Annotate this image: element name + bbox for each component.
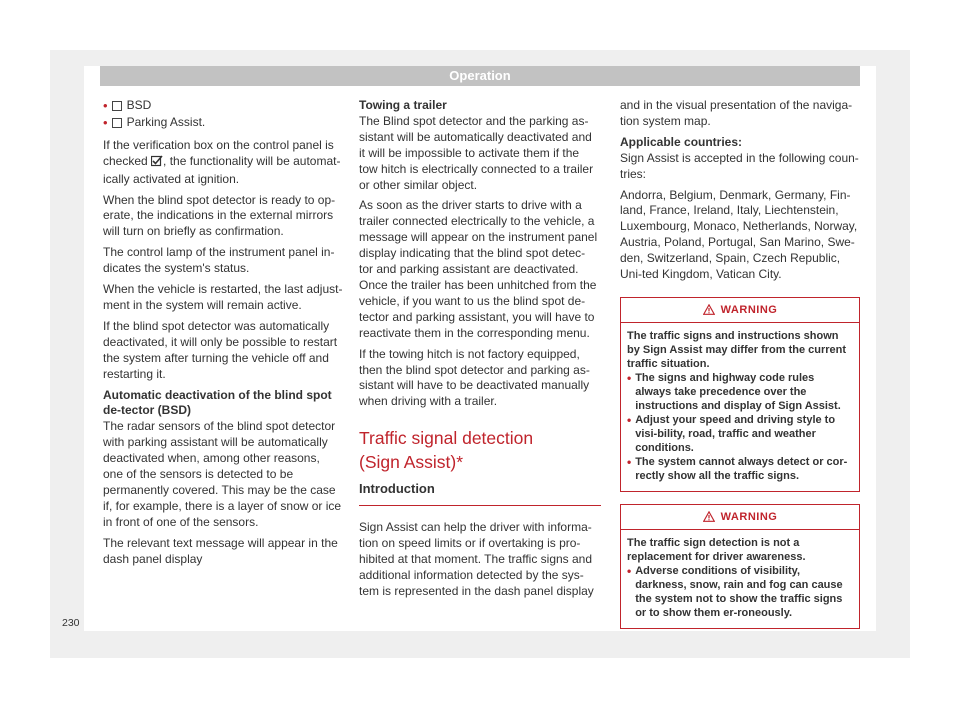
paragraph: When the blind spot detector is ready to op-erate, the indications in the external mirrors will turn on briefly as confirmation.	[103, 192, 336, 239]
paragraph	[103, 138, 343, 188]
warning-bullet-text: Adverse conditions of visibility, darkness, snow, rain and fog can cause the system not to show the traffic signs or to show them er-roneously.	[635, 564, 843, 619]
heading: Automatic deactivation of the blind spot de-tector (BSD)	[103, 387, 332, 418]
paragraph-text: , the functionality will be automat-ically activated at ignition.	[103, 153, 341, 186]
column-2	[359, 98, 599, 605]
warning-bullet	[627, 371, 851, 413]
warning-bullet-text: The signs and highway code rules always take precedence over the instructions and display of Sign Assist.	[635, 371, 841, 412]
list-item-label: BSD	[126, 98, 152, 112]
warning-header	[621, 298, 859, 323]
section-title: (Sign Assist)*	[359, 452, 464, 473]
warning-box	[620, 297, 860, 492]
warning-bullet	[627, 564, 851, 620]
heading: Towing a trailer	[359, 98, 447, 112]
warning-bullet	[627, 455, 851, 483]
paragraph: As soon as the driver starts to drive with a trailer connected electrically to the vehicle, a message will appear on the instrument panel display indicating that the blind spot detec-tor and parking assistant are deactivated. Once the trailer has been unhitched from the vehicle, if you want to us the blind spot de-tector and parking assistant, you will have to reactivate them in the corresponding menu.	[359, 198, 598, 340]
list-item-label: Parking Assist.	[126, 114, 206, 129]
paragraph: The control lamp of the instrument panel in-dicates the system's status.	[103, 245, 335, 276]
warning-bullet-text: Adjust your speed and driving style to visi-bility, road, traffic and weather conditions.	[635, 413, 836, 454]
checked-box-icon	[151, 155, 163, 172]
warning-icon	[703, 304, 715, 315]
subsection-title: Introduction	[359, 481, 601, 506]
list-item	[103, 98, 343, 114]
paragraph: The radar sensors of the blind spot detector with parking assistant will be automatically deactivated when, among other reasons, one of the sensors is detected to be permanently covered. This may be the case if, for example, there is a layer of snow or ice in front of one of the sensors.	[103, 419, 342, 529]
checkbox-icon	[112, 101, 122, 111]
checkbox-icon	[112, 118, 122, 128]
bullet-icon: •	[103, 114, 108, 130]
bullet-icon: •	[627, 563, 632, 578]
bullet-icon: •	[627, 370, 632, 385]
paragraph: When the vehicle is restarted, the last adjust-ment in the system will remain active.	[103, 282, 343, 312]
warning-bullet	[627, 413, 851, 455]
column-3	[620, 98, 860, 641]
bullet-icon: •	[627, 454, 632, 469]
bullet-icon: •	[103, 98, 108, 113]
warning-label: WARNING	[720, 510, 778, 523]
column-1	[103, 98, 343, 572]
paragraph: If the towing hitch is not factory equipped, then the blind spot detector and parking as-sistant will have to be deactivated manually when driving with a trailer.	[359, 346, 590, 409]
paragraph-text: If the verification box on the control panel is checked	[103, 137, 334, 168]
list-item	[103, 115, 343, 131]
paragraph: The Blind spot detector and the parking as-sistant will be automatically deactivated and it will be impossible to activate them if the tow hitch is electrically connected to a trailer or other similar object.	[359, 113, 594, 192]
paragraph: and in the visual presentation of the naviga-tion system map.	[620, 98, 853, 128]
warning-text: The traffic signs and instructions shown by Sign Assist may differ from the current traffic situation.	[627, 329, 847, 370]
paragraph: Andorra, Belgium, Denmark, Germany, Fin-land, France, Ireland, Italy, Liechtenstein, Luxembourg, Monaco, Netherlands, Norway, Austria, Poland, Portugal, San Marino, Swe-den, Switzerland, Spain, Czech Republic, Uni-ted Kingdom, Vatican City.	[620, 187, 858, 282]
bullet-icon: •	[627, 412, 632, 427]
warning-icon	[703, 511, 715, 522]
section-title: Traffic signal detection	[359, 428, 534, 449]
paragraph: The relevant text message will appear in the dash panel display	[103, 535, 338, 566]
paragraph: Sign Assist can help the driver with informa-tion on speed limits or if overtaking is pro-hibited at that moment. The traffic signs and additional information detected by the sys-tem is represented in the dash panel display	[359, 520, 594, 598]
warning-header	[621, 505, 859, 530]
page-number: 230	[62, 617, 80, 629]
paragraph: If the blind spot detector was automatically deactivated, it will only be possible to restart the system after turning the vehicle off and restarting it.	[103, 318, 338, 381]
warning-box	[620, 504, 860, 629]
paragraph: Sign Assist is accepted in the following coun-tries:	[620, 150, 859, 181]
page-header: Operation	[100, 66, 860, 86]
warning-label: WARNING	[720, 303, 778, 316]
warning-bullet-text: The system cannot always detect or cor-rectly show all the traffic signs.	[635, 455, 848, 482]
warning-text: The traffic sign detection is not a replacement for driver awareness.	[627, 536, 806, 563]
heading: Applicable countries:	[620, 134, 743, 149]
